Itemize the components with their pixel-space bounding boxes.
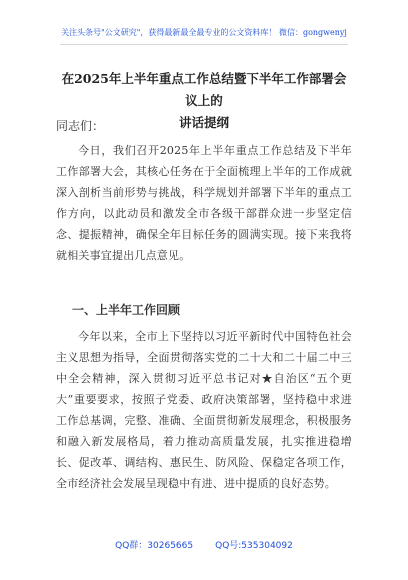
qq-number-text: QQ号:535304092 — [215, 541, 293, 551]
contact-footer — [0, 538, 408, 551]
intro-paragraph: 今日，我们召开2025年上半年重点工作总结及下半年工作部署大会，其核心任务在于全面梳理上半年的工作成就深入剖析当前形势与挑战，科学规划并部署下半年的重点工作方向，以此动员和激发全市各级干部群众进一步坚定信念、提振精神，确保全年目标任务的圆满实现。接下来我将就相关事宜提出几点意见。 — [56, 144, 352, 262]
promo-header: 关注头条号"公文研究"，获得最新最全最专业的公文资料库！ 微信：gongwenyj — [61, 28, 347, 37]
section-heading-review: 一、上半年工作回顾 — [72, 303, 181, 317]
header-divider — [60, 44, 348, 45]
salutation: 同志们： — [56, 119, 105, 133]
qq-group-text: QQ群：30265665 — [115, 541, 194, 551]
title-line-2: 讲话提纲 — [178, 115, 229, 130]
review-paragraph: 今年以来，全市上下坚持以习近平新时代中国特色社会主义思想为指导，全面贯彻落实党的二十大和二十届二中三中全会精神，深入贯彻习近平总书记对★自治区“五个更大”重要要求，按照子党委、政府决策部署，坚持稳中求进工作总基调，完整、准确、全面贯彻新发展理念，积极服务和融入新发展格局，着力推动高质量发展，扎实推进稳增长、促改革、调结构、惠民生、防风险、保稳定各项工作，全市经济社会发展呈现稳中有进、进中提质的良好态势。 — [56, 330, 352, 490]
title-line-1: 在2025年上半年重点工作总结暨下半年工作部署会议上的 — [61, 71, 347, 108]
